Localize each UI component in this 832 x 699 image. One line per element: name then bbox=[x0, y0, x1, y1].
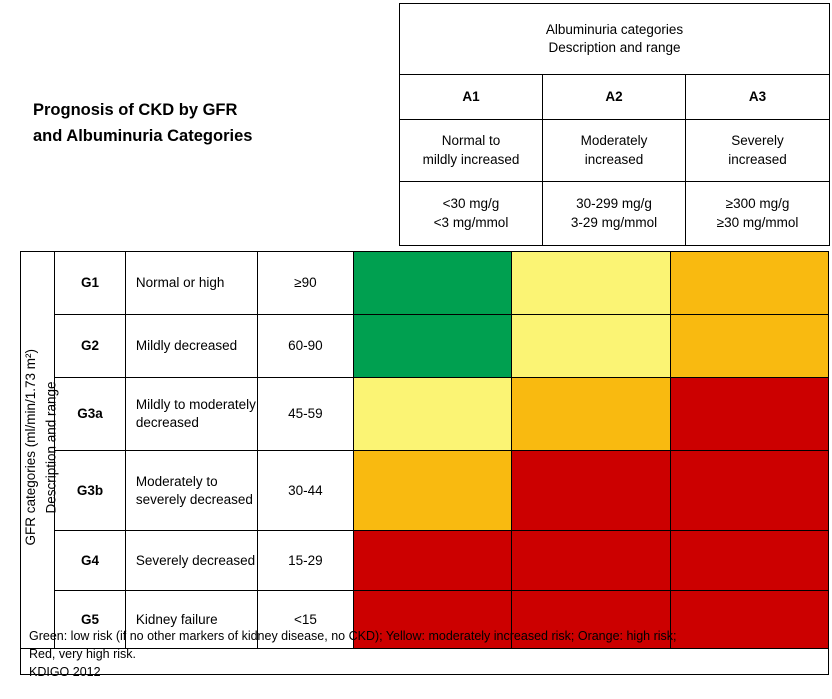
gfr-description-g4: Severely decreased bbox=[125, 531, 257, 591]
risk-cell-g2-a2 bbox=[512, 315, 670, 378]
albuminuria-title-row bbox=[400, 4, 830, 75]
albuminuria-description-a3-line2: increased bbox=[728, 151, 787, 167]
gfr-range-g2: 60-90 bbox=[258, 315, 354, 378]
albuminuria-description-a3 bbox=[686, 120, 830, 182]
gfr-description-g1: Normal or high bbox=[125, 252, 257, 315]
gfr-row bbox=[21, 315, 829, 378]
gfr-description-g3a: Mildly to moderately decreased bbox=[125, 378, 257, 451]
legend-line3: KDIGO 2012 bbox=[29, 665, 101, 680]
gfr-axis-label-line1: GFR categories (ml/min/1.73 m²) bbox=[23, 349, 38, 546]
legend-line2: Red, very high risk. bbox=[29, 647, 136, 662]
legend-footnote bbox=[20, 621, 829, 680]
risk-cell-g3b-a3 bbox=[670, 451, 828, 531]
page-title-line1: Prognosis of CKD by GFR bbox=[33, 101, 238, 119]
gfr-description-g5: Kidney failure bbox=[125, 591, 257, 649]
albuminuria-title-cell bbox=[400, 4, 830, 75]
albuminuria-range-a2-line2: 3-29 mg/mmol bbox=[570, 214, 658, 230]
albuminuria-description-row bbox=[400, 120, 830, 182]
gfr-range-g3b: 30-44 bbox=[258, 451, 354, 531]
risk-cell-g1-a3 bbox=[670, 252, 828, 315]
albuminuria-range-a3-line2: ≥30 mg/mmol bbox=[716, 214, 799, 230]
risk-grid bbox=[20, 251, 829, 649]
risk-cell-g2-a1 bbox=[353, 315, 511, 378]
gfr-axis-label-text bbox=[21, 349, 62, 546]
gfr-code-g1: G1 bbox=[55, 252, 126, 315]
albuminuria-range-a3 bbox=[686, 182, 830, 246]
albuminuria-description-a1-line2: mildly increased bbox=[422, 151, 520, 167]
gfr-code-g4: G4 bbox=[55, 531, 126, 591]
gfr-row bbox=[21, 451, 829, 531]
risk-cell-g4-a1 bbox=[353, 531, 511, 591]
albuminuria-code-row bbox=[400, 75, 830, 120]
page-title-line2: and Albuminuria Categories bbox=[33, 126, 253, 145]
gfr-code-g2: G2 bbox=[55, 315, 126, 378]
gfr-description-g2: Mildly decreased bbox=[125, 315, 257, 378]
gfr-row bbox=[21, 252, 829, 315]
albuminuria-code-a2: A2 bbox=[543, 75, 686, 120]
gfr-row bbox=[21, 378, 829, 451]
risk-cell-g1-a1 bbox=[353, 252, 511, 315]
gfr-range-g3a: 45-59 bbox=[258, 378, 354, 451]
albuminuria-range-a2-line1: 30-299 mg/g bbox=[576, 196, 652, 212]
risk-cell-g3a-a1 bbox=[353, 378, 511, 451]
gfr-code-g5: G5 bbox=[55, 591, 126, 649]
albuminuria-range-a1-line1: <30 mg/g bbox=[442, 196, 500, 212]
albuminuria-title-line1: Albuminuria categories bbox=[545, 21, 684, 37]
gfr-range-g5: <15 bbox=[258, 591, 354, 649]
albuminuria-range-row bbox=[400, 182, 830, 246]
albuminuria-header-table bbox=[399, 3, 830, 246]
albuminuria-range-a1 bbox=[400, 182, 543, 246]
albuminuria-description-a3-line1: Severely bbox=[731, 133, 784, 149]
risk-cell-g3b-a1 bbox=[353, 451, 511, 531]
gfr-axis-label-line2: Description and range bbox=[43, 381, 59, 514]
gfr-description-g3b: Moderately to severely decreased bbox=[125, 451, 257, 531]
gfr-row bbox=[21, 531, 829, 591]
albuminuria-title-line2: Description and range bbox=[548, 40, 681, 55]
risk-cell-g3b-a2 bbox=[512, 451, 670, 531]
albuminuria-description-a1-line1: Normal to bbox=[441, 133, 501, 149]
risk-cell-g3a-a2 bbox=[512, 378, 670, 451]
gfr-code-g3a: G3a bbox=[55, 378, 126, 451]
risk-cell-g1-a2 bbox=[512, 252, 670, 315]
legend-line1: Green: low risk (if no other markers of kidney disease, no CKD); Yellow: moderately increased risk; Orange: high risk; bbox=[29, 629, 677, 643]
page-title bbox=[33, 98, 363, 149]
gfr-code-g3b: G3b bbox=[55, 451, 126, 531]
albuminuria-range-a2 bbox=[543, 182, 686, 246]
gfr-range-g4: 15-29 bbox=[258, 531, 354, 591]
albuminuria-range-a1-line2: <3 mg/mmol bbox=[433, 214, 509, 230]
albuminuria-code-a1: A1 bbox=[400, 75, 543, 120]
albuminuria-description-a1 bbox=[400, 120, 543, 182]
gfr-axis-label bbox=[21, 252, 59, 649]
albuminuria-description-a2-line2: increased bbox=[584, 151, 644, 167]
risk-cell-g3a-a3 bbox=[670, 378, 828, 451]
risk-cell-g2-a3 bbox=[670, 315, 828, 378]
albuminuria-description-a2 bbox=[543, 120, 686, 182]
risk-cell-g4-a3 bbox=[670, 531, 828, 591]
albuminuria-code-a3: A3 bbox=[686, 75, 830, 120]
risk-cell-g4-a2 bbox=[512, 531, 670, 591]
gfr-range-g1: ≥90 bbox=[258, 252, 354, 315]
albuminuria-description-a2-line1: Moderately bbox=[580, 133, 648, 149]
albuminuria-range-a3-line1: ≥300 mg/g bbox=[725, 196, 790, 212]
